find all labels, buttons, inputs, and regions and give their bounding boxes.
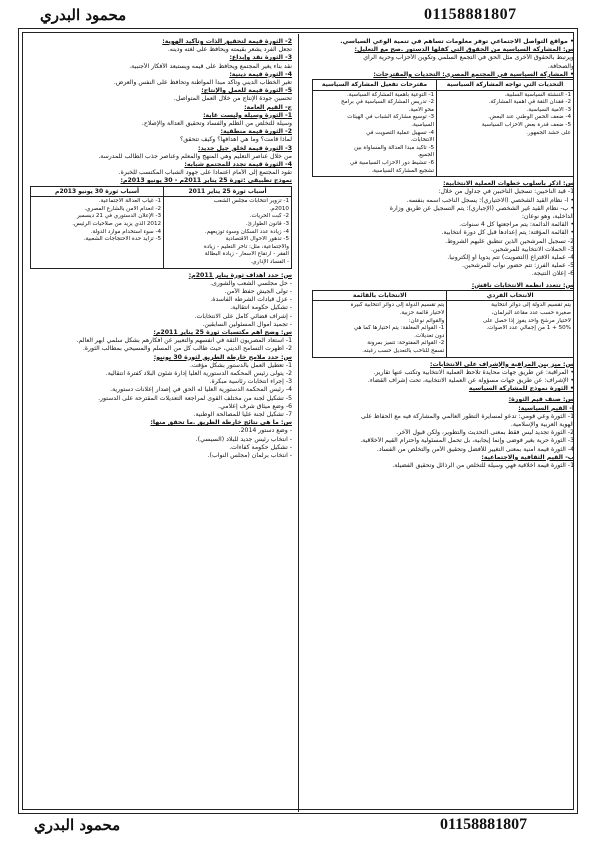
sub-heading: 3- الثورة نقد وإبداع:: [229, 54, 292, 62]
body-line: وسيلة للتخلص من الظلم والفساد وتحقيق العدالة والإصلاح.: [141, 120, 292, 128]
step-line: 3- الحملات الانتخابية للمرشحين.: [490, 245, 574, 253]
cell-line: دون تعديلات.: [414, 332, 445, 339]
column-divider: [298, 34, 299, 812]
sub-heading: 3- الثورة قيمة لخلق جيل جديد:: [198, 144, 292, 152]
question-heading: س: المشاركة السياسية من الحقوق التي كفلها الدستور .صح مع التعليل:: [354, 46, 574, 54]
cell-line: والاجتماعية، مثل: تأخر التعليم - زيادة: [203, 243, 289, 250]
body-line: - تولى الجيش حفظ الأمن.: [224, 288, 292, 295]
cell-line: والقوائم نوعان:: [408, 317, 445, 324]
body-line: - وضع دستور 2014.: [238, 427, 292, 435]
cell-line: 4- سوء استخدام موارد الدولة.: [90, 228, 162, 235]
cell-line: 2- كبت الحريات.: [249, 213, 289, 220]
step-line: 5- عملية الفرز: تتم حضور نواب للمرشحين.: [462, 262, 574, 270]
cell-line: لاختيار مرشح واحد يفوز إذا حصل على: [482, 317, 571, 324]
body-line: 2- الثورة تجديد ليس فقط بمعنى التحديث والتطوير، ولكن قبول الآخر.: [396, 429, 574, 437]
body-line: 1- تعطيل العمل بالدستور بشكل مؤقت.: [189, 361, 292, 369]
cell-line: 2012 الذي يزيد من صلاحيات الرئيس.: [72, 221, 162, 228]
sub-heading: ب- القيم الثقافية والاجتماعية:: [481, 453, 574, 461]
body-line: - إشراف قضائي كامل على الانتخابات.: [194, 312, 292, 320]
body-line: - انتخاب برلمان (مجلس النواب).: [207, 452, 292, 460]
challenges-cell: [437, 90, 574, 177]
cell-line: يتم تقسيم الدولة إلى دوائر انتخابية كبيرة: [350, 302, 445, 309]
cell-line: 2010م.: [269, 205, 289, 212]
list-cell: [313, 301, 447, 357]
cell-line: 5- تدهور الأحوال الاقتصادية: [225, 236, 289, 243]
step-line: الداخلية، وهو نوعان:: [521, 212, 574, 220]
question-heading: س: حدد أهداف ثورة يناير 2011م:: [188, 271, 292, 279]
question-heading: س: ما هي نتائج خارطة الطريق .ما تحقق منها:: [150, 419, 292, 427]
table-header: مقترحات تفعيل المشاركة السياسية: [313, 80, 437, 91]
body-line: 4- رئيس المحكمة الدستورية العليا له الحق في إصدار إعلانات دستورية.: [110, 386, 292, 394]
intro-line: • مواقع التواصل الاجتماعي توفر معلومات تساهم في تنمية الوعي السياسي.: [340, 38, 574, 45]
table-header: أسباب ثورة 30 يونيو 2013م: [31, 186, 164, 197]
question-heading: س: حدد ملامح خارطة الطريق لثورة 30 يونيو:: [153, 353, 292, 361]
sub-heading: أ- القيم السياسية:: [518, 404, 574, 412]
step-line: • القائمة المؤقتة: يتم إعدادها قبل كل دورة انتخابية.: [441, 229, 574, 237]
proposal-item: 5- تأكيد مبدأ العدالة والمساواة بين: [354, 144, 435, 151]
proposal-item: 3- توسيع مشاركة الشباب في الهيئات: [347, 114, 435, 121]
body-line: 5- تشكيل لجنة من مختلف القوى لمراجعة التعديلات المقترحة على الدستور.: [98, 394, 292, 402]
body-line: تقود المجتمع إلى الأمام اعتمادا على جهود الشباب المكتسب للخبرة.: [118, 169, 292, 177]
challenge-item: 4- ضعف الحس الوطني عند البعض.: [488, 114, 571, 121]
body-line: 3- الثورة حرية بغير فوضى وإنما إيجابية، بل تحمل المسئولية واحترام القيم الأخلاقية.: [360, 437, 574, 445]
sub-heading: 5- الثورة قيمة للعمل والإنتاج:: [201, 87, 292, 95]
electoral-systems-table: [312, 290, 574, 358]
footer-author: محمود البدري: [34, 816, 121, 834]
body-line: - حل مجلسي الشعب والشورى.: [210, 279, 292, 287]
body-line: تحسين جودة الإنتاج من خلال العمل المتواصل.: [173, 95, 292, 103]
question-heading: س: وضح أهم مكتسبات ثورة 25 يناير 2011م:: [153, 329, 292, 337]
table-header: أسباب ثورة 25 يناير 2011: [164, 186, 292, 197]
body-line: الهوية العربية والإسلامية.: [510, 420, 574, 428]
body-line: - تشكيل حكومة كفاءات.: [229, 443, 292, 451]
cell-line: 3- الإعلان الدستوري في 21 ديسمبر: [77, 213, 162, 220]
body-line: تجعل الفرد يشعر بقيمته ويحافظ على لغته ودينه.: [167, 46, 292, 54]
body-line: • الإشراف: عن طريق جهات مسؤولة عن العملية الانتخابية، تحت إشراف القضاء.: [367, 376, 574, 384]
proposal-item: 6- تنشيط دور الأحزاب السياسية في: [350, 159, 435, 166]
body-line: - انتخاب رئيس جديد للبلاد (السيسي).: [195, 435, 292, 443]
body-line: 1- استعاد المصريون الثقة في أنفسهم والتعبير عن أفكارهم بشكل سلمي أبهر العالم.: [76, 337, 292, 345]
sub-heading: 1- الثورة وسيلة وليست غاية:: [203, 111, 292, 119]
cell-line: يتم تقسيم الدولة إلى دوائر انتخابية: [491, 302, 571, 309]
step-line: 6- إعلان النتيجة.: [531, 270, 574, 278]
section-heading: • الثورة نموذج للمشاركة السياسية: [468, 385, 574, 393]
header-phone: 01158881807: [424, 6, 517, 23]
cell-line: 1- غياب العدالة الاجتماعية.: [98, 198, 162, 205]
cell-line: 1- القوائم المغلقة: يتم اختيارها كما هي: [353, 325, 445, 332]
step-line: 2- تسجيل المرشحين الذين تنطبق عليهم الشروط.: [445, 237, 574, 245]
question-heading: س: ميز بين المراقبة والإشراف على الانتخابات:: [430, 360, 574, 368]
body-line: - تشكيل حكومة انتقالية.: [230, 304, 292, 312]
step-line: 4- عملية الاقتراع (التصويت) تتم يدويا أو إلكترونيا.: [447, 253, 574, 261]
sub-heading: 2- الثورة قيمة منطقية:: [220, 128, 292, 136]
revolution-causes-table: [30, 186, 292, 269]
body-line: - عزل قيادات الشرطة الفاسدة.: [210, 296, 292, 304]
cell-line: الفقر - ارتفاع الأسعار - زيادة البطالة: [204, 251, 289, 258]
page-header: [0, 6, 595, 28]
body-line: 7- تشكيل لجنة عليا للمصالحة الوطنية.: [193, 411, 292, 419]
intro-line: ويرتبط بالحقوق الأخرى مثل الحق في التجمع السلمي وتكوين الأحزاب وحرية الرأي: [363, 54, 574, 62]
cell-line: صغيرة حسب عدد مقاعد البرلمان،: [491, 309, 571, 316]
challenge-item: 3- الأمية السياسية.: [526, 106, 571, 113]
table-header: الانتخاب الفردي: [447, 290, 574, 301]
right-column: [312, 38, 574, 808]
cell-line: لاختيار قائمة حزبية.: [399, 309, 445, 316]
cell-line: 3- قانون الطوارئ.: [245, 221, 289, 228]
proposal-item: السياسية.: [411, 121, 435, 128]
body-line: من خلال عناصر التعليم وهي المنهج والمعلم وعناصر جذب الطالب للمدرسة.: [98, 152, 292, 160]
intro-line: والصحافة.: [547, 62, 574, 70]
cell-line: - الفساد الإداري.: [250, 259, 289, 265]
proposal-item: 1- التوعية بأهمية المشاركة السياسية.: [347, 91, 435, 98]
table-header: التحديات التي تواجه المشاركة السياسية: [437, 80, 574, 91]
jun30-cell: [31, 197, 164, 268]
step-line: 1- قيد الناخبين: تسجيل الناخبين في جداول من خلال:: [438, 188, 574, 196]
step-line: • ب- نظام القيد غير الشخصي (الإجباري): يتم التسجيل عن طريق وزارة: [389, 204, 574, 212]
body-line: 6- وضع ميثاق شرف إعلامي.: [218, 402, 292, 410]
question-heading: س: اذكر بأسلوب خطوات العملية الانتخابية:: [443, 180, 574, 188]
body-line: 3- إجراء انتخابات رئاسية مبكرة.: [209, 378, 292, 386]
cell-line: 5- تزايد حدة الاحتجاجات الشعبية.: [83, 236, 162, 243]
sub-heading: 4- الثورة قيمة دينية:: [229, 70, 292, 78]
body-line: نقد بناء يغير المجتمع ويحافظ على قيمه ويستبعد الأفكار الأجنبية.: [129, 62, 292, 70]
participation-table: [312, 79, 574, 177]
proposal-item: الجميع.: [417, 152, 435, 159]
challenge-item: 1- التنشئة السياسية السلبية.: [504, 91, 571, 98]
challenge-item: 2- فقدان الثقة في أهمية المشاركة.: [488, 99, 571, 106]
proposals-cell: [313, 90, 437, 177]
body-line: تغير الخطاب الديني وتأكد مبدأ المواطنة وتحافظ على النفس والعرض.: [113, 79, 292, 87]
section-heading: نموذج تطبيقي :ثورة 25 يناير 2011م - 30 يونيو 2013م:: [120, 177, 292, 185]
body-line: 4- الثورة قيمة أمنية بمعنى التغيير للأفضل وتحقيق الأمن والتخلص من الفساد.: [376, 445, 574, 453]
body-line: 1- الثورة وعي قومي: تدعو لمسايرة التطور العالمي والمشاركة فيه مع الحفاظ على: [361, 412, 574, 420]
body-line: - تجميد أموال المسئولين السابقين.: [202, 320, 292, 328]
proposal-item: محو الأمية.: [408, 106, 435, 113]
sub-heading: ج- القيم العامة:: [244, 103, 292, 111]
proposal-item: 4- تسهيل عملية التصويت في: [366, 129, 435, 136]
footer-phone: 01158881807: [440, 816, 528, 833]
proposal-item: تشجيع المشاركة السياسية.: [371, 167, 435, 174]
table-header: الانتخابات بالقائمة: [313, 290, 447, 301]
sub-heading: 2- الثورة قيمة لتحقيق الذات وتأكيد الهوية:: [162, 38, 292, 45]
body-line: 2- أظهرت التسامح الديني، حيث طالب كل من المسلم والمسيحي بمطالب الثورة.: [82, 345, 292, 353]
step-line: • القائمة الدائمة: يتم مراجعتها كل 4 سنوات.: [459, 221, 574, 229]
jan25-cell: [164, 197, 292, 268]
page-footer: [0, 816, 595, 838]
cell-line: تسمح للناخب بالتعديل حسب رغبته.: [362, 347, 445, 354]
individual-cell: [447, 301, 574, 357]
question-heading: س: صنف قيم الثورة:: [508, 396, 574, 404]
cell-line: 2- القوائم المفتوحة: تتميز بمرونة: [367, 340, 445, 347]
cell-line: 2- انعدام الأمن بالشارع المصري.: [84, 205, 162, 212]
body-line: لماذا قامت؟ وما هي أهدافها؟ وكيف تتحقق؟: [179, 136, 292, 144]
proposal-item: 2- تدريس المشاركة السياسية في برامج: [341, 99, 435, 106]
cell-line: 50% + 1 من إجمالي عدد الأصوات.: [486, 325, 571, 332]
sub-heading: 4- الثورة قيمة تجدد للمجتمع شبابه:: [184, 161, 292, 169]
cell-line: 1- تزوير انتخابات مجلس الشعب: [213, 198, 289, 205]
body-line: 2- يتولى رئيس المحكمة الدستورية العليا إدارة شئون البلاد كفترة انتقالية.: [105, 370, 292, 378]
section-heading: • المشاركة السياسية في المجتمع المصري: التحديات والمقترحات:: [373, 70, 574, 78]
step-line: • أ- نظام القيد الشخصي (الاختياري): يسجل الناخب اسمه بنفسه.: [406, 196, 574, 204]
header-author: محمود البدري: [40, 6, 127, 24]
challenge-item: 5- ضعف قدرة بعض الأحزاب السياسية: [481, 121, 571, 128]
question-heading: س: تتعدد أنظمة الانتخابات ناقش:: [471, 281, 574, 289]
body-line: 1- الثورة قيمة أخلاقية فهي وسيلة للتخلص من الرذائل وتحقيق الفضيلة.: [392, 461, 574, 469]
challenge-item: على حشد الجمهور.: [526, 129, 571, 136]
body-line: • المراقبة: عن طريق جهات محايدة تلاحظ العملية الانتخابية وتكتب عنها تقارير.: [373, 368, 574, 376]
proposal-item: الانتخابات.: [410, 137, 435, 144]
left-column: [30, 38, 292, 808]
cell-line: 4- زيادة عدد السكان وسوء توزيعهم.: [204, 228, 289, 235]
